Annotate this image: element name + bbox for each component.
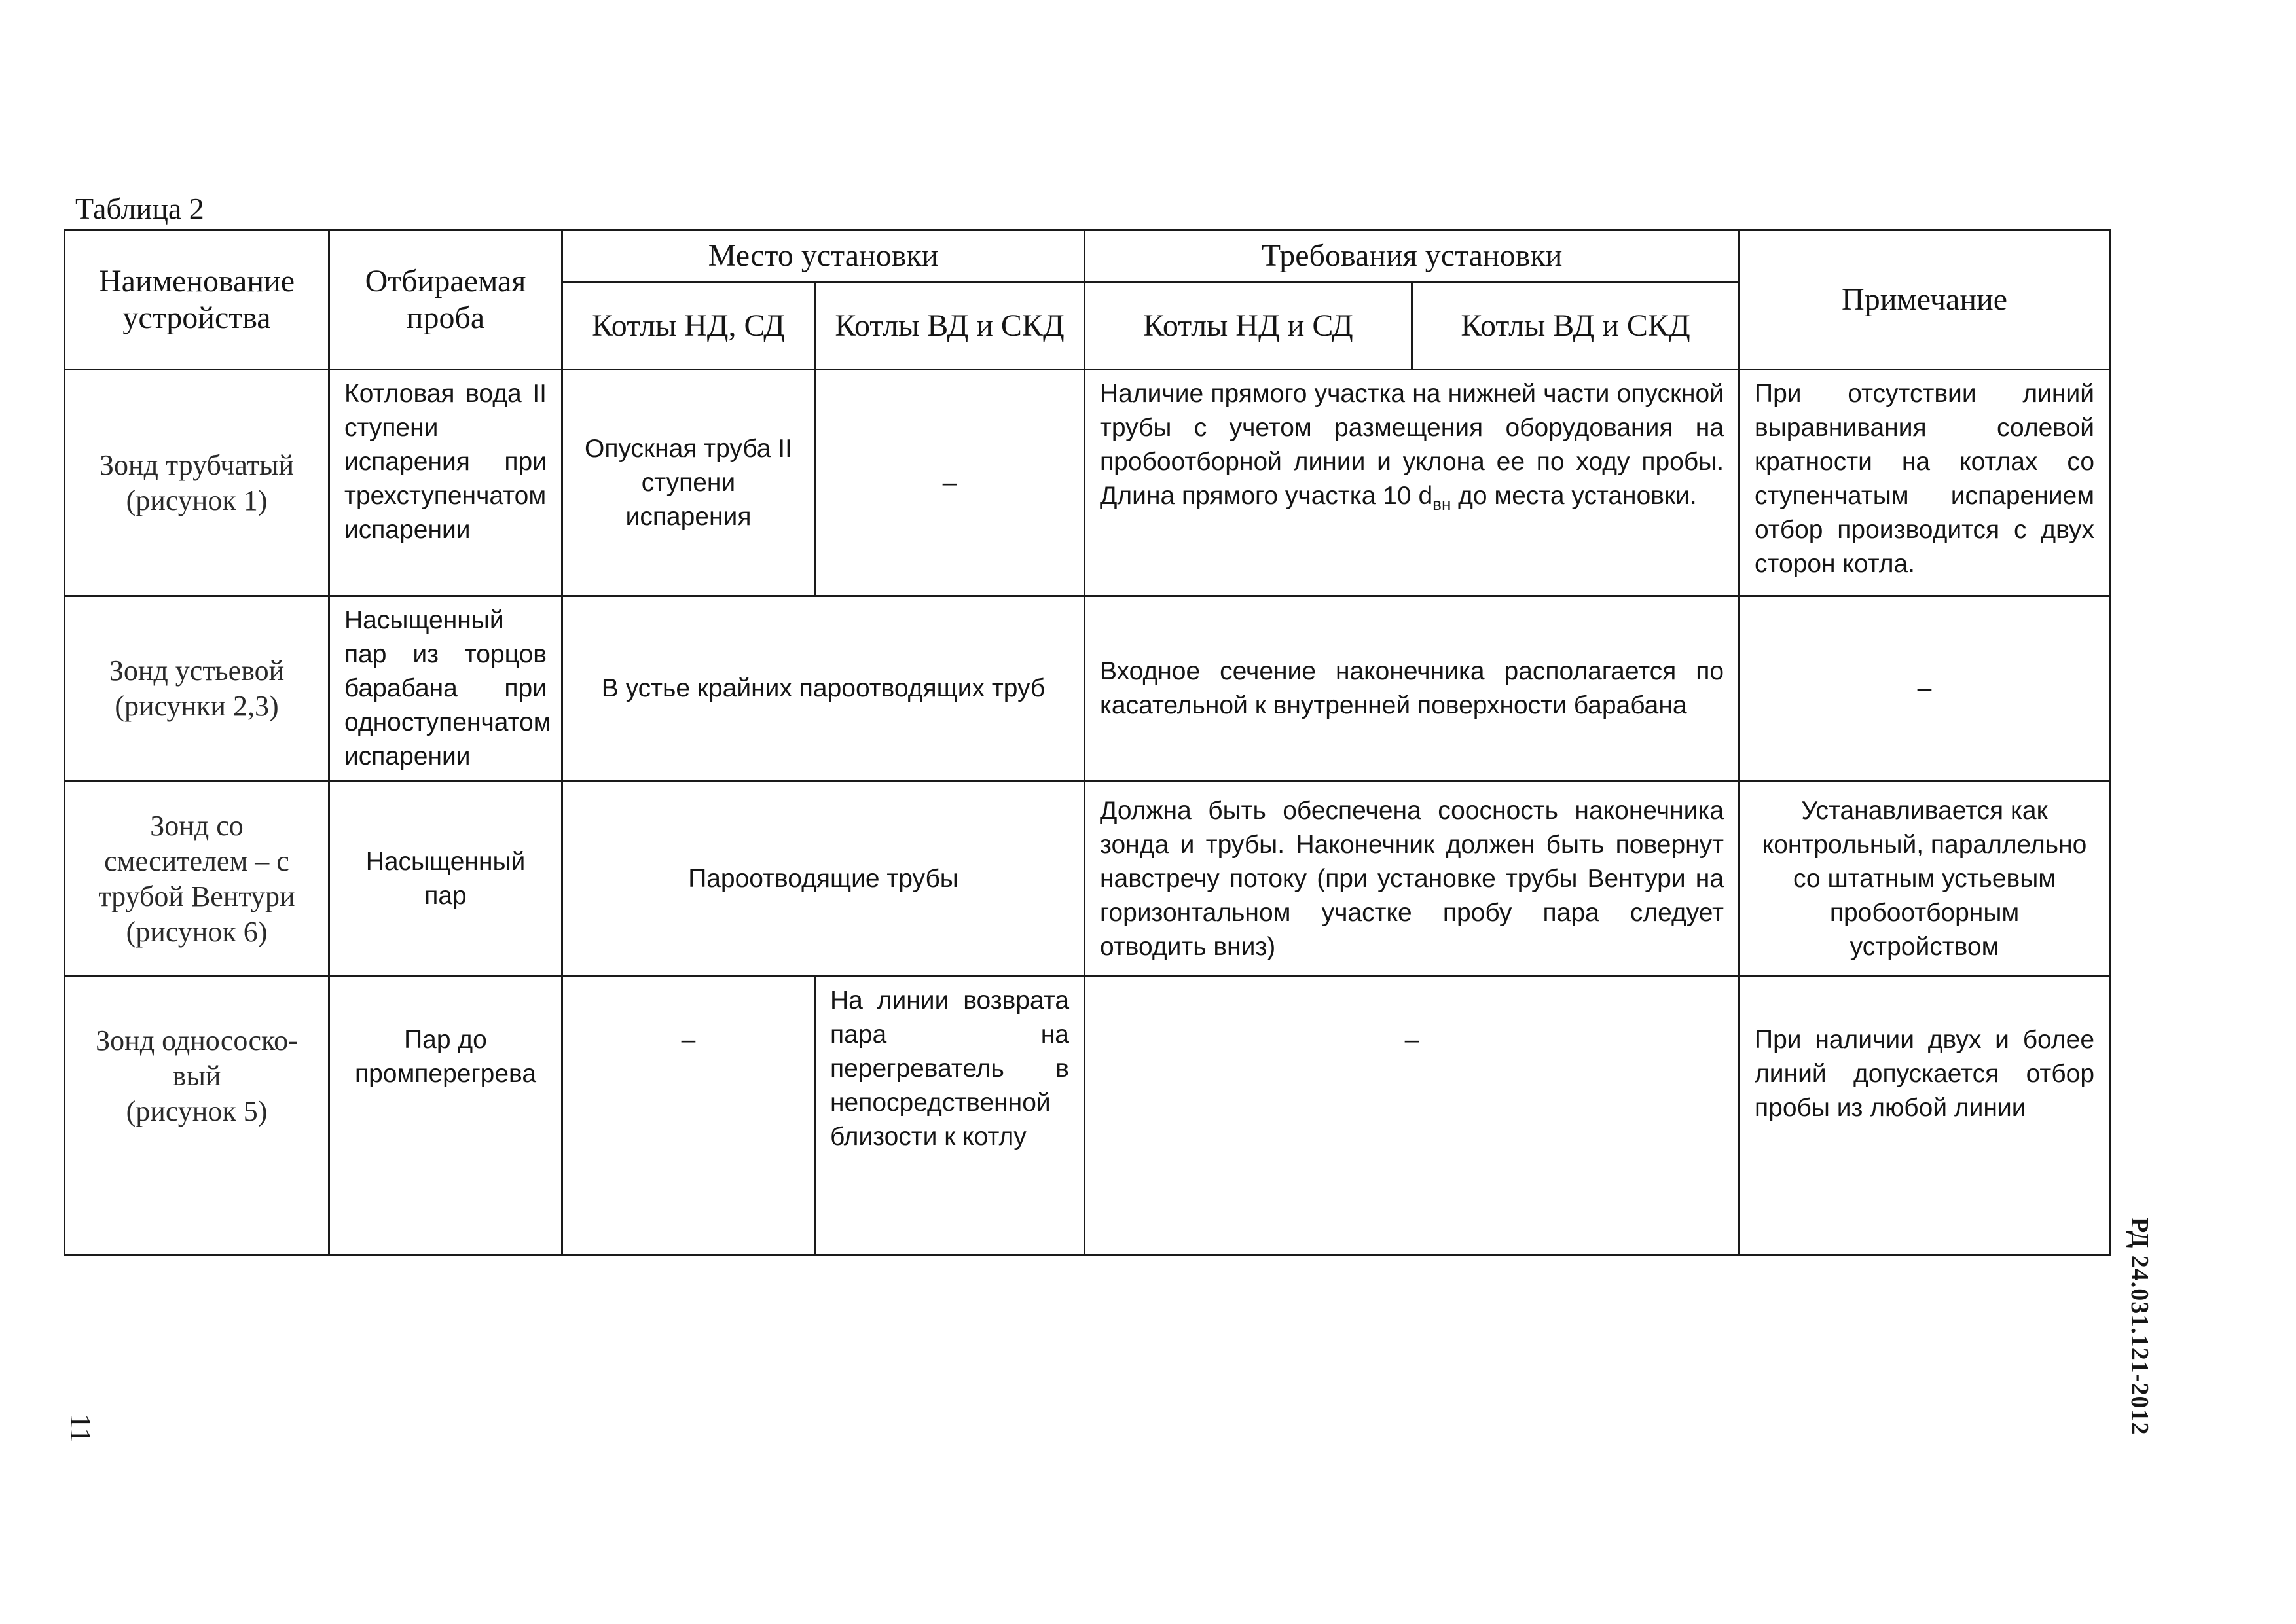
requirements-cell: Входное сечение наконечника располагается по касательной к внутренней поверхности барабана bbox=[1085, 596, 1740, 782]
device-cell bbox=[65, 370, 329, 596]
header-requirements: Требования установки bbox=[1085, 230, 1740, 282]
place-nd-cell: Опускная труба II ступени испарения bbox=[562, 370, 815, 596]
requirements-cell: – bbox=[1085, 977, 1740, 1255]
place-cell: В устье крайних пароотводящих труб bbox=[562, 596, 1085, 782]
sample-cell: Насыщенный пар bbox=[329, 782, 562, 977]
sample-cell: Котловая вода II ступени испарения при трехступенчатом испарении bbox=[329, 370, 562, 596]
table-caption: Таблица 2 bbox=[75, 192, 204, 225]
table-row bbox=[65, 596, 2110, 782]
sample-cell: Пар до промперегрева bbox=[329, 977, 562, 1255]
table-header-row bbox=[65, 230, 2110, 282]
requirements-text-end: до места установки. bbox=[1451, 482, 1697, 510]
table-row bbox=[65, 370, 2110, 596]
place-cell: Пароотводящие трубы bbox=[562, 782, 1085, 977]
note-cell: При отсутствии линий выравнивания солевой кратности на котлах со ступенчатым испарением отбор производится с двух сторон котла. bbox=[1740, 370, 2110, 596]
device-figure-ref: (рисунок 6) bbox=[126, 915, 268, 948]
subheader-place-nd: Котлы НД, СД bbox=[562, 282, 815, 370]
document-number: РД 24.031.121-2012 bbox=[2126, 1218, 2153, 1435]
device-cell bbox=[65, 596, 329, 782]
page-number: 11 bbox=[64, 1414, 98, 1443]
header-sample: Отбираемая проба bbox=[329, 230, 562, 370]
place-nd-cell: – bbox=[562, 977, 815, 1255]
device-figure-ref: (рисунок 1) bbox=[126, 484, 268, 516]
subheader-req-nd: Котлы НД и СД bbox=[1085, 282, 1412, 370]
place-vd-cell: На линии возврата пара на перегреватель в непосредственной близости к котлу bbox=[815, 977, 1085, 1255]
requirements-cell: Должна быть обеспечена соосность наконечника зонда и трубы. Наконечник должен быть повернут навстречу потоку (при установке трубы Вентури на горизонтальном участке пробу пара следует отводить вниз) bbox=[1085, 782, 1740, 977]
requirements-table bbox=[64, 229, 2111, 1256]
note-cell: При наличии двух и более линий допускается отбор пробы из любой линии bbox=[1740, 977, 2110, 1255]
device-figure-ref: (рисунки 2,3) bbox=[115, 690, 279, 722]
subheader-req-vd: Котлы ВД и СКД bbox=[1412, 282, 1740, 370]
device-cell bbox=[65, 782, 329, 977]
requirements-text: Наличие прямого участка на нижней части опускной трубы с учетом размещения оборудования на пробоотборной линии и уклона ее по ходу пробы. Длина прямого участка 10 d bbox=[1100, 380, 1724, 510]
device-cell bbox=[65, 977, 329, 1255]
note-cell: – bbox=[1740, 596, 2110, 782]
place-vd-cell: – bbox=[815, 370, 1085, 596]
header-place: Место установки bbox=[562, 230, 1085, 282]
device-name: Зонд устьевой bbox=[109, 655, 285, 687]
table-row bbox=[65, 782, 2110, 977]
device-name: Зонд однососковый bbox=[96, 1024, 298, 1092]
note-cell: Устанавливается как контрольный, параллельно со штатным устьевым пробоотборным устройством bbox=[1740, 782, 2110, 977]
device-figure-ref: (рисунок 5) bbox=[126, 1095, 268, 1127]
table-row bbox=[65, 977, 2110, 1255]
subheader-place-vd: Котлы ВД и СКД bbox=[815, 282, 1085, 370]
device-name: Зонд трубчатый bbox=[99, 448, 295, 481]
sample-cell: Насыщенный пар из торцов барабана при одноступенчатом испарении bbox=[329, 596, 562, 782]
requirements-cell bbox=[1085, 370, 1740, 596]
header-note: Примечание bbox=[1740, 230, 2110, 370]
requirements-subscript: вн bbox=[1432, 494, 1451, 514]
device-name: Зонд со смесителем – с трубой Вентури bbox=[98, 809, 295, 912]
header-device: Наименование устройства bbox=[65, 230, 329, 370]
